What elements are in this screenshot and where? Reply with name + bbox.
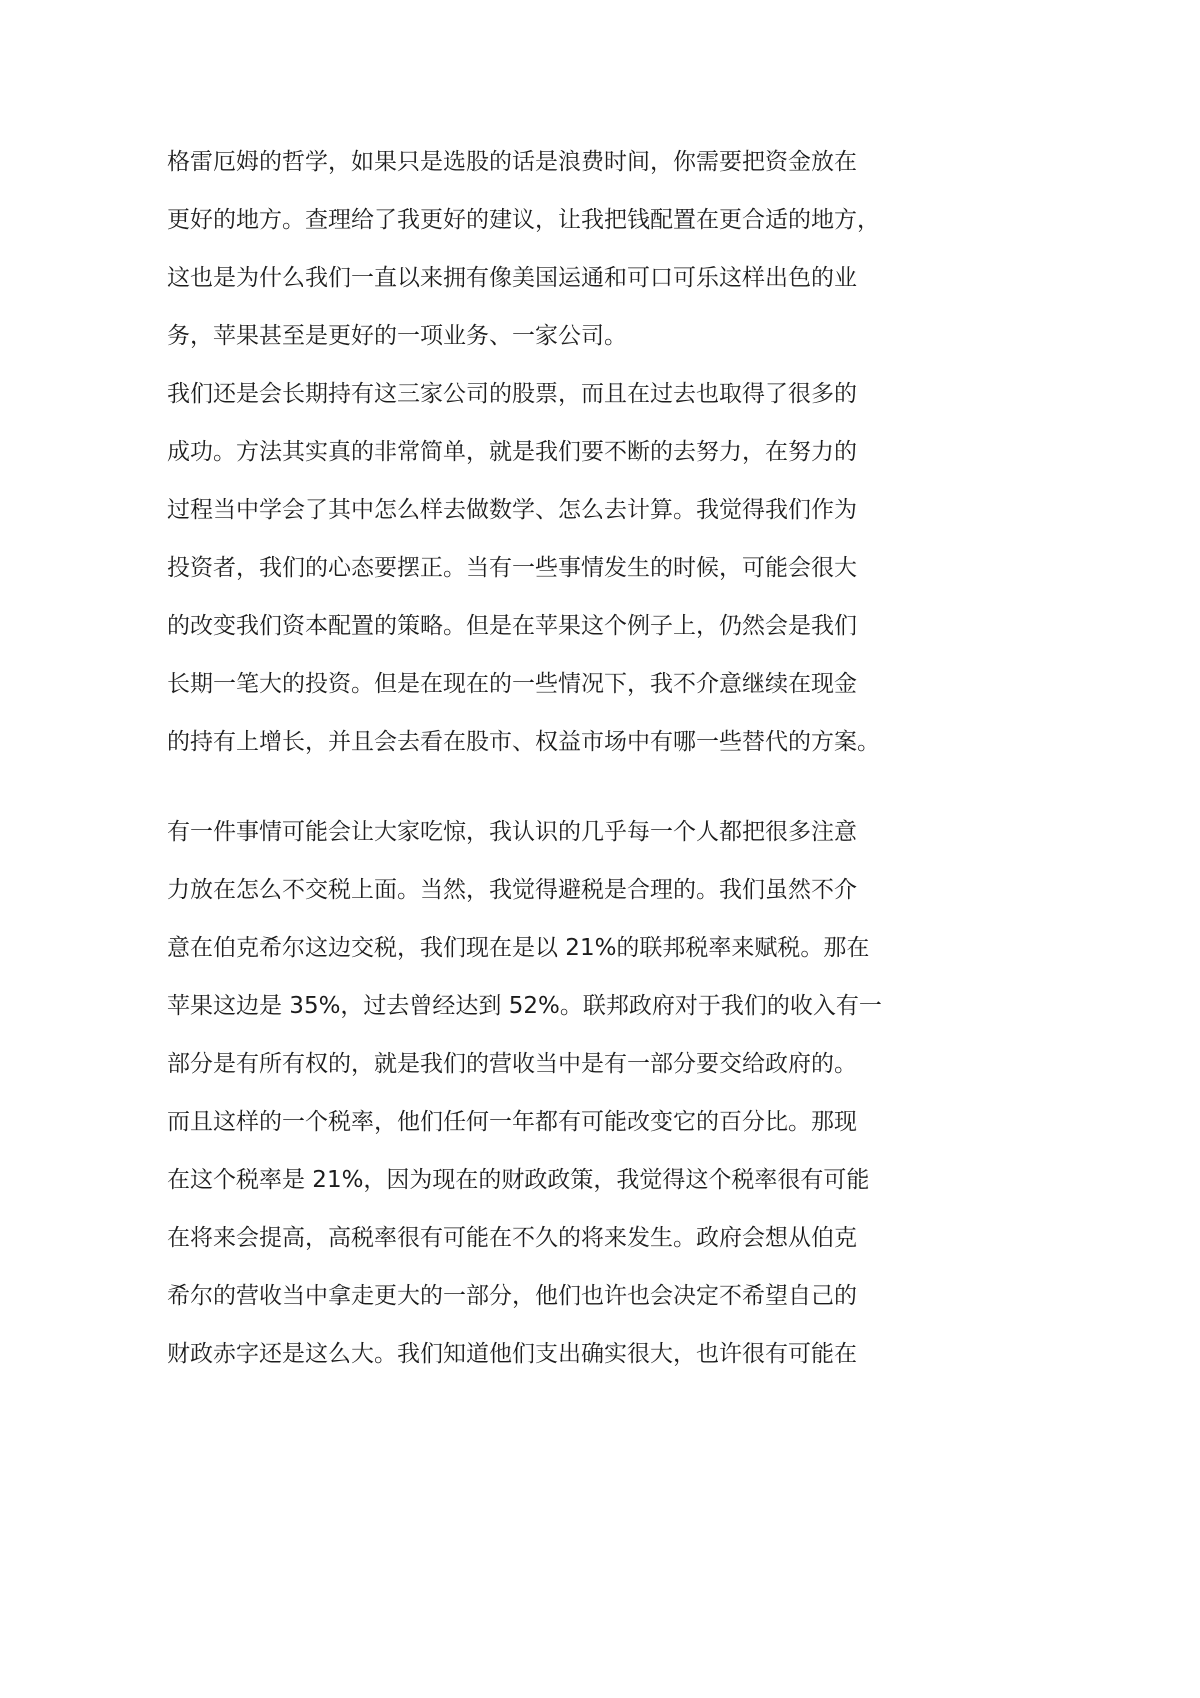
text-line: 部分是有所有权的，就是我们的营收当中是有一部分要交给政府的。 bbox=[167, 1051, 857, 1077]
text-line: 更好的地方。查理给了我更好的建议，让我把钱配置在更合适的地方， bbox=[167, 207, 880, 233]
text-line: 在将来会提高，高税率很有可能在不久的将来发生。政府会想从伯克 bbox=[167, 1225, 857, 1251]
text-line: 成功。方法其实真的非常简单，就是我们要不断的去努力，在努力的 bbox=[167, 439, 857, 465]
document-body bbox=[167, 140, 942, 1390]
text-line: 过程当中学会了其中怎么样去做数学、怎么去计算。我觉得我们作为 bbox=[167, 497, 857, 523]
text-line: 务，苹果甚至是更好的一项业务、一家公司。 bbox=[167, 323, 627, 349]
text-line: 力放在怎么不交税上面。当然，我觉得避税是合理的。我们虽然不介 bbox=[167, 877, 857, 903]
text-line: 长期一笔大的投资。但是在现在的一些情况下，我不介意继续在现金 bbox=[167, 671, 857, 697]
text-line: 这也是为什么我们一直以来拥有像美国运通和可口可乐这样出色的业 bbox=[167, 265, 857, 291]
text-line: 希尔的营收当中拿走更大的一部分，他们也许也会决定不希望自己的 bbox=[167, 1283, 857, 1309]
text-line: 财政赤字还是这么大。我们知道他们支出确实很大，也许很有可能在 bbox=[167, 1341, 857, 1367]
text-line: 的改变我们资本配置的策略。但是在苹果这个例子上，仍然会是我们 bbox=[167, 613, 857, 639]
text-line: 我们还是会长期持有这三家公司的股票，而且在过去也取得了很多的 bbox=[167, 381, 857, 407]
text-line: 格雷厄姆的哲学，如果只是选股的话是浪费时间，你需要把资金放在 bbox=[167, 149, 857, 175]
text-line: 在这个税率是 21%，因为现在的财政政策，我觉得这个税率很有可能 bbox=[167, 1167, 870, 1193]
text-line: 有一件事情可能会让大家吃惊，我认识的几乎每一个人都把很多注意 bbox=[167, 819, 857, 845]
paragraph-1 bbox=[167, 140, 942, 372]
paragraph-2 bbox=[167, 372, 942, 778]
text-line: 意在伯克希尔这边交税，我们现在是以 21%的联邦税率来赋税。那在 bbox=[167, 935, 870, 961]
paragraph-3 bbox=[167, 810, 942, 1390]
text-line: 的持有上增长，并且会去看在股市、权益市场中有哪一些替代的方案。 bbox=[167, 729, 880, 755]
paragraph-gap bbox=[167, 778, 942, 810]
text-line: 而且这样的一个税率，他们任何一年都有可能改变它的百分比。那现 bbox=[167, 1109, 857, 1135]
text-line: 苹果这边是 35%，过去曾经达到 52%。联邦政府对于我们的收入有一 bbox=[167, 993, 882, 1019]
text-line: 投资者，我们的心态要摆正。当有一些事情发生的时候，可能会很大 bbox=[167, 555, 857, 581]
